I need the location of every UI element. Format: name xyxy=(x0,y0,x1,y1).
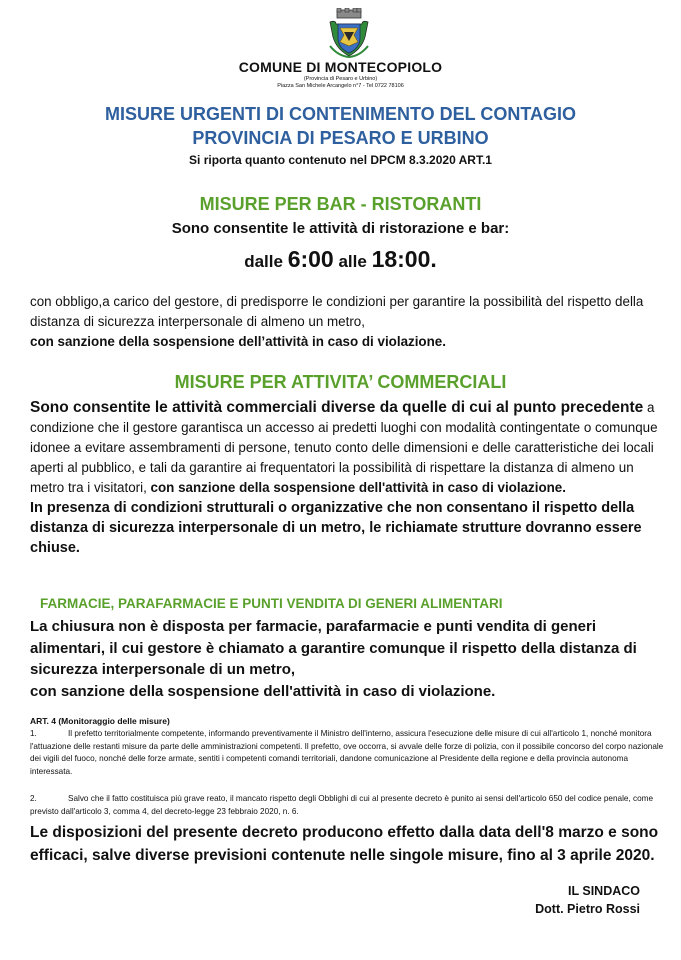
bar-text: con obbligo,a carico del gestore, di predisporre le condizioni per garantire la possibilità del rispetto della distanza di sicurezza interpersonale di almeno un metro, xyxy=(30,294,644,329)
commercial-closure: In presenza di condizioni strutturali o organizzative che non consentano il rispetto della distanza di sicurezza interpersonale di un metro, le richiamate strutture dovranno essere chiuse. xyxy=(30,500,642,556)
opening-hours xyxy=(0,246,681,273)
hours-to-word: alle xyxy=(338,252,367,271)
comune-address: Piazza San Michele Arcangelo n°7 - Tel 0722 78106 xyxy=(277,83,404,89)
pharmacy-paragraph xyxy=(30,616,666,702)
article-title: ART. 4 (Monitoraggio delle misure) xyxy=(30,716,170,726)
article-p2-number: 2. xyxy=(30,794,37,803)
signature-role: IL SINDACO xyxy=(568,884,640,898)
bar-paragraph xyxy=(30,292,660,352)
bar-heading: MISURE PER BAR - RISTORANTI xyxy=(199,194,482,214)
commercial-text: a condizione che il gestore garantisca un accesso ai predetti luoghi con modalità contingentate o comunque idonee a evitare assembramenti di persone, tenuto conto delle dimensioni e delle caratteristiche dei locali aperti al pubblico, e tali da garantire ai frequentatori la possibilità di rispettare la distanza di almeno un metro tra i visitatori, xyxy=(30,400,658,495)
main-title-line2: PROVINCIA DI PESARO E URBINO xyxy=(192,128,489,148)
hours-to: 18:00. xyxy=(371,246,437,272)
article-p1-text: Il prefetto territorialmente competente, informando preventivamente il Ministro dell'interno, assicura l'esecuzione delle misure di cui all'articolo 1, nonché monitora l'attuazione delle restanti misure da parte delle amministrazioni competenti. Il prefetto, ove occorra, si avvale delle forze di polizia, con il possibile concorso del corpo nazionale dei vigili del fuoco, nonché delle forze armate, sentiti i competenti comandi territoriali, dandone comunicazione al Presidente della regione e della provincia autonoma interessata. xyxy=(30,729,664,776)
bar-sanction: con sanzione della sospensione dell’attività in caso di violazione. xyxy=(30,334,446,349)
article-paragraph-1 xyxy=(30,728,666,778)
commercial-heading: MISURE PER ATTIVITA’ COMMERCIALI xyxy=(174,372,507,392)
signature-name: Dott. Pietro Rossi xyxy=(535,902,640,916)
crown-icon xyxy=(337,8,361,18)
comune-provincia: (Provincia di Pesaro e Urbino) xyxy=(303,76,378,82)
article-paragraph-2 xyxy=(30,793,666,818)
final-statement: Le disposizioni del presente decreto producono effetto dalla data dell'8 marzo e sono efficaci, salve diverse previsioni contenute nelle singole misure, fino al 3 aprile 2020. xyxy=(30,824,659,864)
hours-from-word: dalle xyxy=(244,252,283,271)
commercial-lead: Sono consentite le attività commerciali diverse da quelle di cui al punto precedente xyxy=(30,399,644,416)
hours-from: 6:00 xyxy=(287,246,334,272)
commercial-paragraph xyxy=(30,398,666,558)
article-p1-number: 1. xyxy=(30,729,37,738)
pharmacy-heading: FARMACIE, PARAFARMACIE E PUNTI VENDITA DI GENERI ALIMENTARI xyxy=(40,596,503,611)
article-p2-text: Salvo che il fatto costituisca più grave reato, il mancato rispetto degli Obblighi di cui al presente decreto è punito ai sensi dell'articolo 650 del codice penale, come previsto dall'articolo 3, comma 4, del decreto-legge 23 febbraio 2020, n. 6. xyxy=(30,794,654,816)
bar-subheading: Sono consentite le attività di ristorazione e bar: xyxy=(171,220,510,237)
pharmacy-text: La chiusura non è disposta per farmacie, parafarmacie e punti vendita di generi alimentari, il cui gestore è chiamato a garantire comunque il rispetto della distanza di sicurezza interpersonale di un metro, xyxy=(30,618,637,678)
subtitle: Si riporta quanto contenuto nel DPCM 8.3.2020 ART.1 xyxy=(189,153,492,167)
comune-name: COMUNE DI MONTECOPIOLO xyxy=(238,59,443,75)
main-title-line1: MISURE URGENTI DI CONTENIMENTO DEL CONTAGIO xyxy=(104,104,576,124)
coat-of-arms-logo xyxy=(326,8,372,58)
commercial-sanction: con sanzione della sospensione dell'attività in caso di violazione. xyxy=(150,480,566,495)
pharmacy-sanction: con sanzione della sospensione dell'attività in caso di violazione. xyxy=(30,682,496,700)
